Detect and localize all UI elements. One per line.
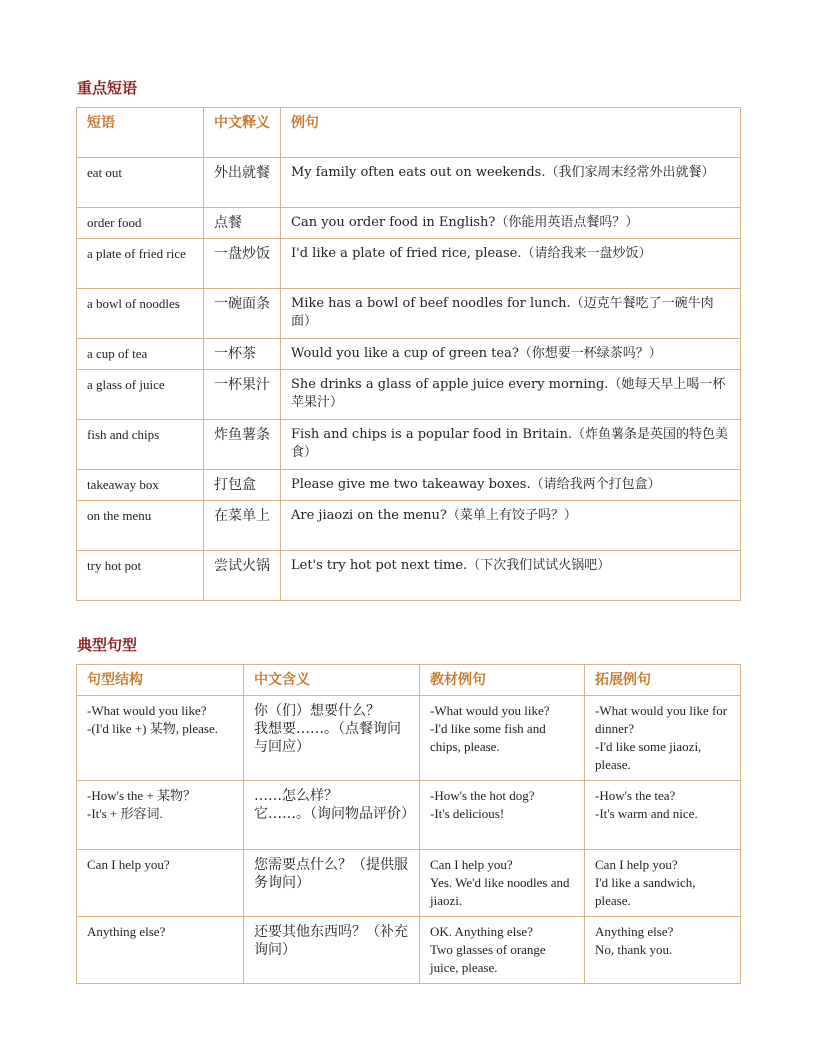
cell-line: -I'd like some fish and chips, please. bbox=[430, 721, 546, 754]
cell-line: Can I help you? bbox=[430, 857, 513, 872]
structure-cell bbox=[77, 696, 244, 781]
extended-example-cell bbox=[585, 917, 741, 984]
structure-cell bbox=[77, 917, 244, 984]
example-cell: I'd like a plate of fried rice, please.（请给我来一盘炒饭） bbox=[281, 239, 741, 289]
meaning-cell: 在菜单上 bbox=[204, 501, 281, 551]
section-title-phrases: 重点短语 bbox=[77, 79, 138, 97]
cell-line: 您需要点什么？（提供服务询问） bbox=[254, 857, 408, 891]
extended-example-cell bbox=[585, 850, 741, 917]
example-cell: Let's try hot pot next time.（下次我们试试火锅吧） bbox=[281, 551, 741, 601]
example-cell: My family often eats out on weekends.（我们家周末经常外出就餐） bbox=[281, 158, 741, 208]
example-cell: Can you order food in English?（你能用英语点餐吗？） bbox=[281, 208, 741, 239]
example-cell: Are jiaozi on the menu?（菜单上有饺子吗？） bbox=[281, 501, 741, 551]
table-row bbox=[77, 696, 741, 781]
section-title-sentences: 典型句型 bbox=[77, 636, 138, 654]
cell-line: 你（们）想要什么？ bbox=[254, 703, 380, 719]
cell-line: 它……。（询问物品评价） bbox=[254, 806, 415, 822]
table-row bbox=[77, 850, 741, 917]
chinese-meaning-cell bbox=[244, 781, 420, 850]
table-row bbox=[77, 470, 741, 501]
textbook-example-cell bbox=[420, 917, 585, 984]
cell-line: Anything else? bbox=[595, 924, 674, 939]
phrase-cell: a cup of tea bbox=[77, 339, 204, 370]
meaning-cell: 尝试火锅 bbox=[204, 551, 281, 601]
cell-line: Can I help you? bbox=[595, 857, 678, 872]
structure-cell bbox=[77, 781, 244, 850]
phrase-cell: order food bbox=[77, 208, 204, 239]
cell-line: 还要其他东西吗？（补充询问） bbox=[254, 924, 408, 958]
structure-cell bbox=[77, 850, 244, 917]
cell-line: -It's warm and nice. bbox=[595, 806, 698, 821]
phrase-cell: a glass of juice bbox=[77, 370, 204, 420]
meaning-cell: 外出就餐 bbox=[204, 158, 281, 208]
cell-line: Can I help you? bbox=[87, 857, 170, 872]
phrase-cell: a plate of fried rice bbox=[77, 239, 204, 289]
extended-example-cell bbox=[585, 696, 741, 781]
phrase-cell: on the menu bbox=[77, 501, 204, 551]
cell-line: -It's + 形容词. bbox=[87, 806, 163, 821]
cell-line: 我想要……。（点餐询问与回应） bbox=[254, 721, 401, 755]
table-row bbox=[77, 208, 741, 239]
cell-line: No, thank you. bbox=[595, 942, 673, 957]
cell-line: -How's the tea? bbox=[595, 788, 676, 803]
cell-line: -What would you like? bbox=[87, 703, 207, 718]
phrase-cell: fish and chips bbox=[77, 420, 204, 470]
header-example: 例句 bbox=[281, 108, 741, 158]
meaning-cell: 一杯茶 bbox=[204, 339, 281, 370]
cell-line: -How's the + 某物？ bbox=[87, 788, 196, 803]
header-meaning: 中文释义 bbox=[204, 108, 281, 158]
table-row bbox=[77, 420, 741, 470]
example-cell: Would you like a cup of green tea?（你想要一杯绿茶吗？） bbox=[281, 339, 741, 370]
header-extended-example: 拓展例句 bbox=[585, 665, 741, 696]
extended-example-cell bbox=[585, 781, 741, 850]
textbook-example-cell bbox=[420, 781, 585, 850]
sentence-patterns-table bbox=[76, 664, 741, 984]
cell-line: Yes. We'd like noodles and jiaozi. bbox=[430, 875, 570, 908]
table-header-row bbox=[77, 665, 741, 696]
table-row bbox=[77, 370, 741, 420]
table-row bbox=[77, 339, 741, 370]
table-row bbox=[77, 158, 741, 208]
example-cell: Fish and chips is a popular food in Britain.（炸鱼薯条是英国的特色美食） bbox=[281, 420, 741, 470]
table-row bbox=[77, 781, 741, 850]
table-row bbox=[77, 917, 741, 984]
header-phrase: 短语 bbox=[77, 108, 204, 158]
cell-line: -(I'd like +) 某物, please. bbox=[87, 721, 218, 736]
phrase-cell: takeaway box bbox=[77, 470, 204, 501]
cell-line: I'd like a sandwich, please. bbox=[595, 875, 696, 908]
phrases-table bbox=[76, 107, 741, 601]
phrase-cell: eat out bbox=[77, 158, 204, 208]
cell-line: ……怎么样？ bbox=[254, 788, 338, 804]
cell-line: OK. Anything else? bbox=[430, 924, 533, 939]
meaning-cell: 点餐 bbox=[204, 208, 281, 239]
table-row bbox=[77, 239, 741, 289]
chinese-meaning-cell bbox=[244, 696, 420, 781]
cell-line: Two glasses of orange juice, please. bbox=[430, 942, 546, 975]
textbook-example-cell bbox=[420, 850, 585, 917]
table-row bbox=[77, 551, 741, 601]
cell-line: -It's delicious! bbox=[430, 806, 505, 821]
header-chinese-meaning: 中文含义 bbox=[244, 665, 420, 696]
cell-line: -What would you like? bbox=[430, 703, 550, 718]
phrase-cell: try hot pot bbox=[77, 551, 204, 601]
meaning-cell: 打包盒 bbox=[204, 470, 281, 501]
chinese-meaning-cell bbox=[244, 850, 420, 917]
chinese-meaning-cell bbox=[244, 917, 420, 984]
meaning-cell: 一碗面条 bbox=[204, 289, 281, 339]
meaning-cell: 炸鱼薯条 bbox=[204, 420, 281, 470]
table-row bbox=[77, 289, 741, 339]
table-header-row bbox=[77, 108, 741, 158]
phrase-cell: a bowl of noodles bbox=[77, 289, 204, 339]
meaning-cell: 一盘炒饭 bbox=[204, 239, 281, 289]
example-cell: Mike has a bowl of beef noodles for lunch.（迈克午餐吃了一碗牛肉面） bbox=[281, 289, 741, 339]
header-structure: 句型结构 bbox=[77, 665, 244, 696]
cell-line: -How's the hot dog? bbox=[430, 788, 535, 803]
example-cell: Please give me two takeaway boxes.（请给我两个打包盒） bbox=[281, 470, 741, 501]
header-textbook-example: 教材例句 bbox=[420, 665, 585, 696]
cell-line: -I'd like some jiaozi, please. bbox=[595, 739, 702, 772]
table-row bbox=[77, 501, 741, 551]
textbook-example-cell bbox=[420, 696, 585, 781]
meaning-cell: 一杯果汁 bbox=[204, 370, 281, 420]
example-cell: She drinks a glass of apple juice every morning.（她每天早上喝一杯苹果汁） bbox=[281, 370, 741, 420]
cell-line: Anything else? bbox=[87, 924, 166, 939]
cell-line: -What would you like for dinner? bbox=[595, 703, 728, 736]
